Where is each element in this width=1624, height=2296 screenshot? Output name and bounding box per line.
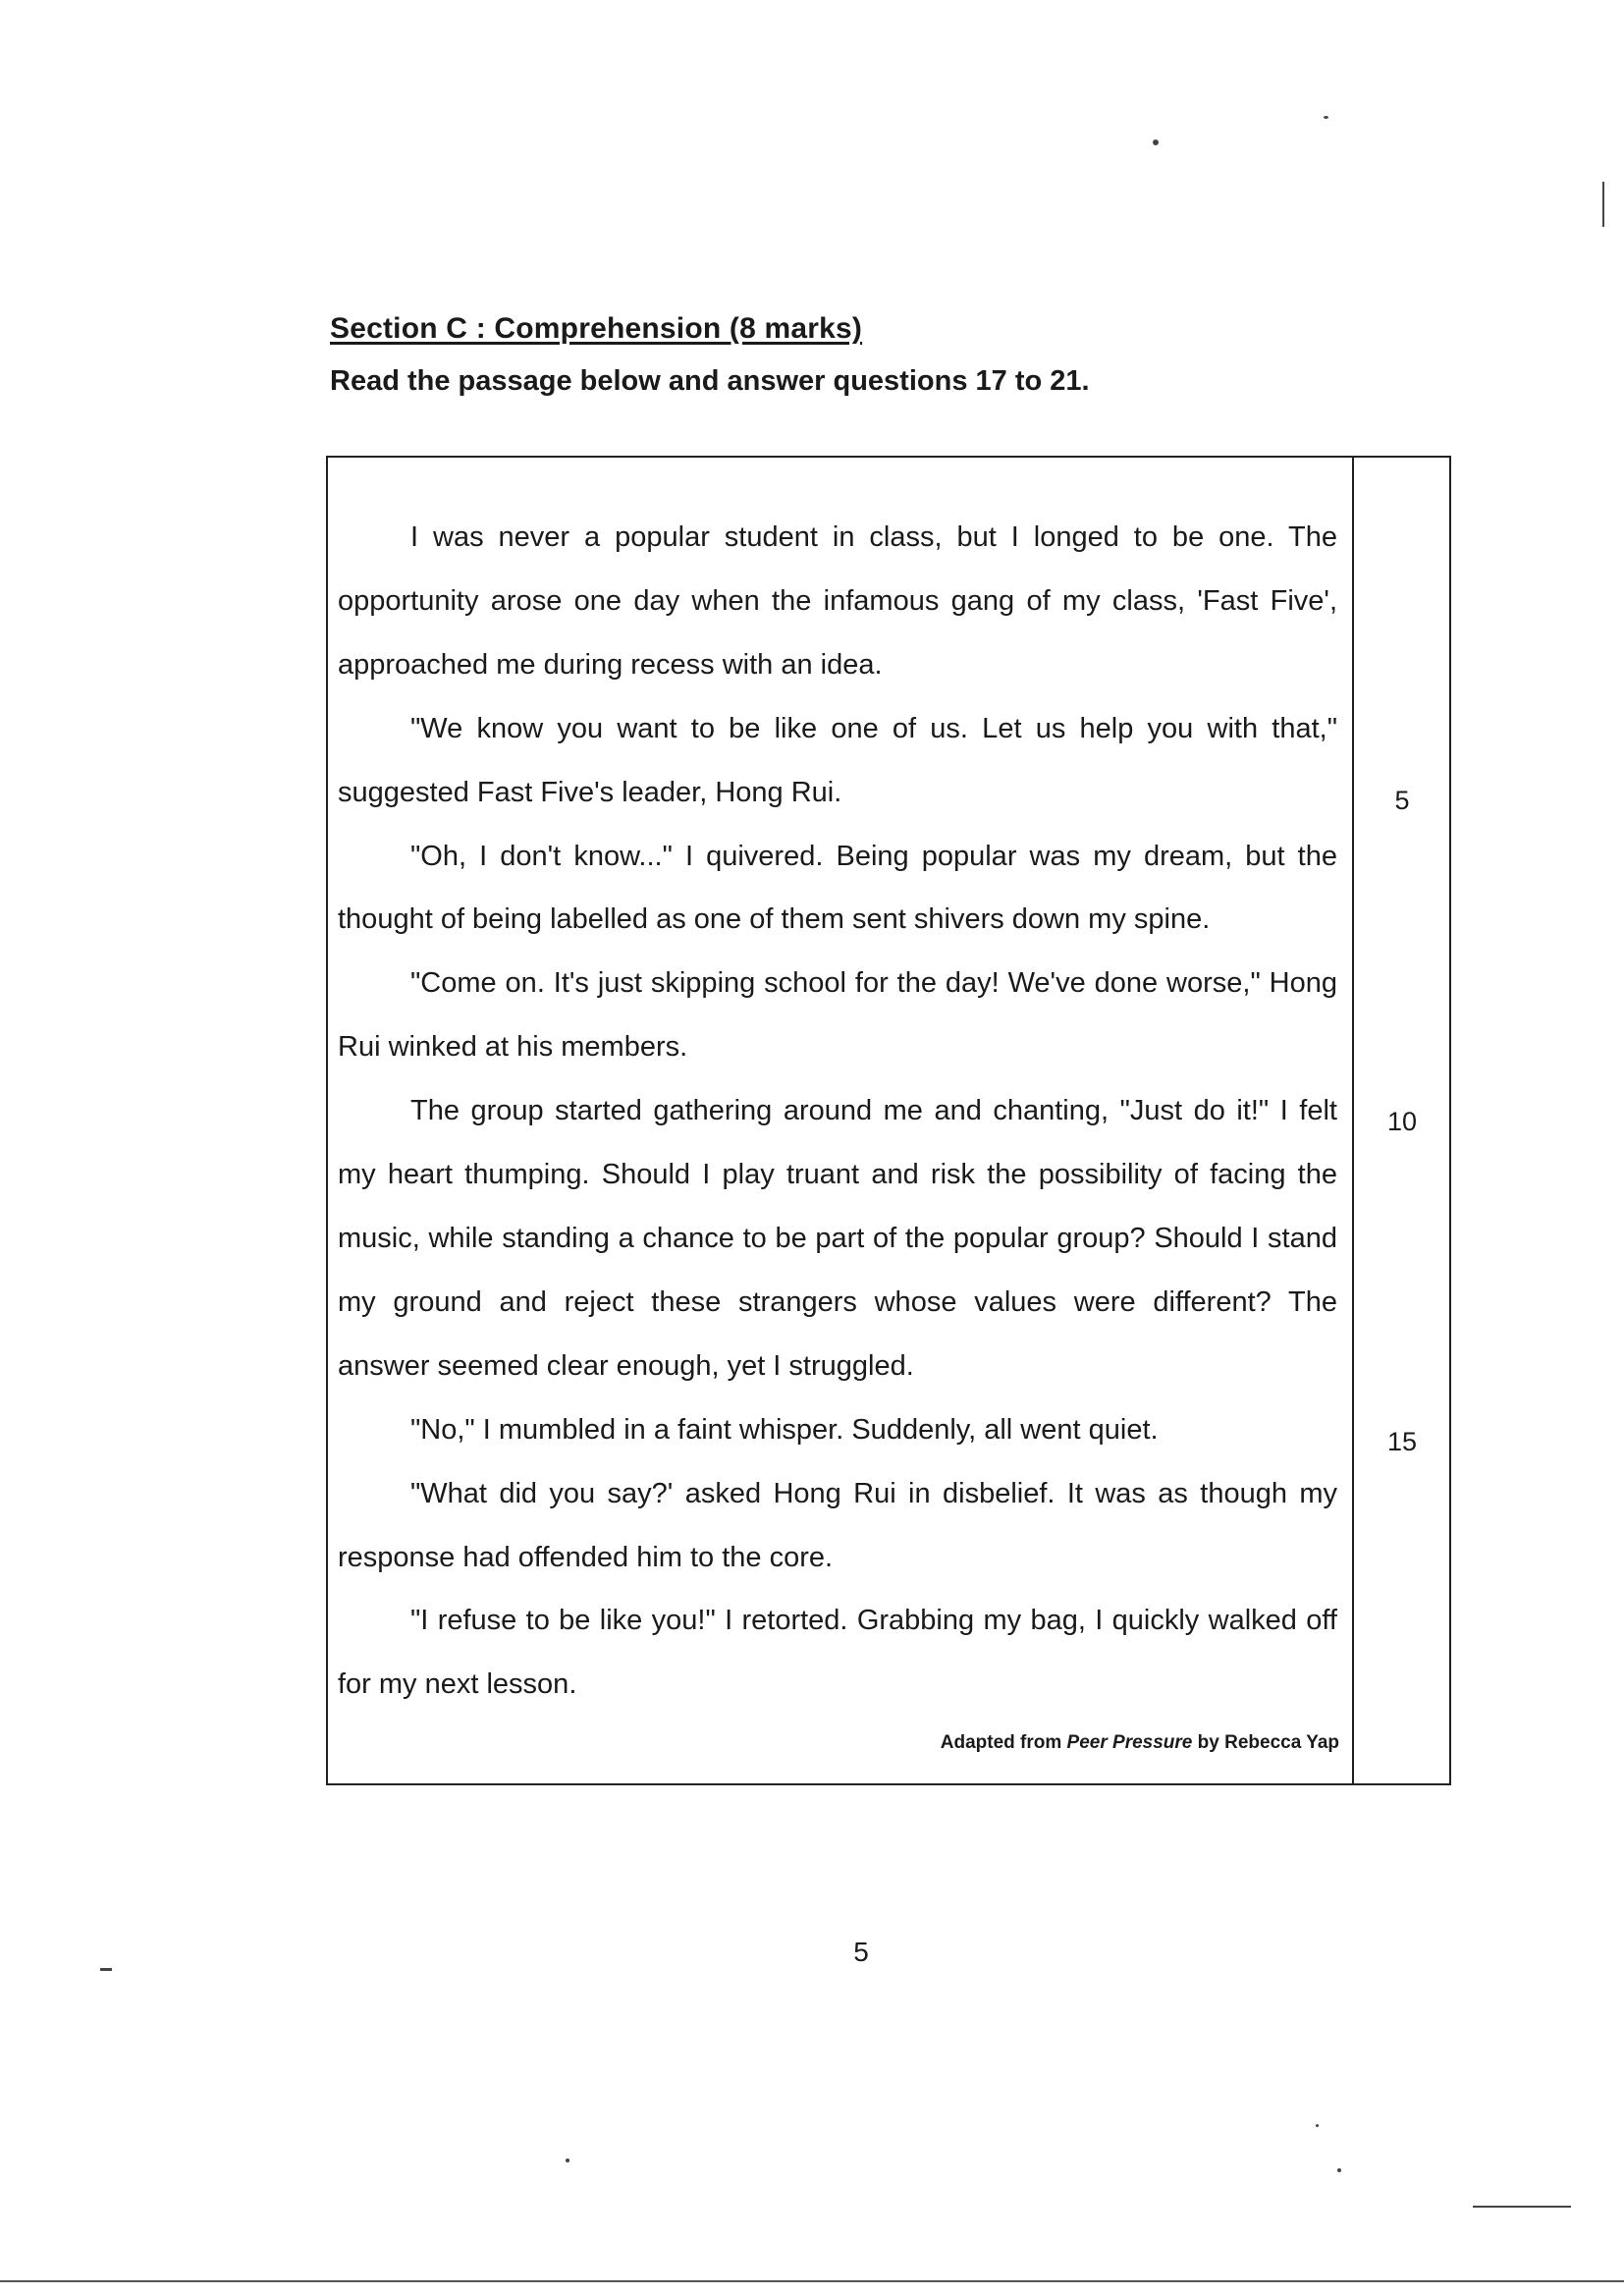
passage-paragraph-3: "Oh, I don't know..." I quivered. Being popular was my dream, but the thought of being labelled as one of them sent shivers down my spine. <box>338 840 1337 936</box>
page-number: 5 <box>853 1937 869 1967</box>
section-title: Section C : Comprehension (8 marks) <box>330 312 863 345</box>
line-number-15: 15 <box>1386 1427 1418 1456</box>
scan-speck <box>1324 116 1328 119</box>
scan-speck <box>1602 182 1604 227</box>
scan-speck <box>100 1968 112 1971</box>
instruction-text: Read the passage below and answer questions 17 to 21. <box>330 365 1090 397</box>
passage-paragraph-5: The group started gathering around me and chanting, "Just do it!" I felt my heart thumping. Should I play truant and risk the possibility of facing the music, while standing a chance to be part of the popular group? Should I stand my ground and reject these strangers whose values were different? The answer seemed clear enough, yet I struggled. <box>338 1095 1337 1382</box>
source-suffix: by Rebecca Yap <box>1192 1732 1339 1753</box>
line-number-column-divider <box>1352 456 1354 1785</box>
scan-speck <box>566 2159 569 2162</box>
passage-text <box>338 506 1337 1717</box>
source-prefix: Adapted from <box>940 1732 1067 1753</box>
scan-speck <box>1316 2124 1319 2127</box>
line-number-10: 10 <box>1386 1107 1418 1136</box>
source-title: Peer Pressure <box>1066 1732 1193 1753</box>
passage-paragraph-4: "Come on. It's just skipping school for the day! We've done worse," Hong Rui winked at his members. <box>338 967 1337 1064</box>
passage-paragraph-2: "We know you want to be like one of us. Let us help you with that," suggested Fast Five's leader, Hong Rui. <box>338 712 1337 808</box>
passage-source <box>864 1732 1339 1754</box>
scan-edge-rule <box>0 2280 1624 2282</box>
scan-speck <box>1153 139 1159 145</box>
passage-paragraph-6: "No," I mumbled in a faint whisper. Suddenly, all went quiet. <box>410 1413 1159 1446</box>
passage-paragraph-8: "I refuse to be like you!" I retorted. Grabbing my bag, I quickly walked off for my next lesson. <box>338 1605 1337 1701</box>
scan-speck <box>1473 2206 1571 2208</box>
passage-paragraph-7: "What did you say?' asked Hong Rui in disbelief. It was as though my response had offended him to the core. <box>338 1477 1337 1573</box>
line-number-5: 5 <box>1394 786 1410 815</box>
scan-speck <box>1337 2168 1341 2172</box>
passage-paragraph-1: I was never a popular student in class, but I longed to be one. The opportunity arose one day when the infamous gang of my class, 'Fast Five', approached me during recess with an idea. <box>338 521 1337 681</box>
